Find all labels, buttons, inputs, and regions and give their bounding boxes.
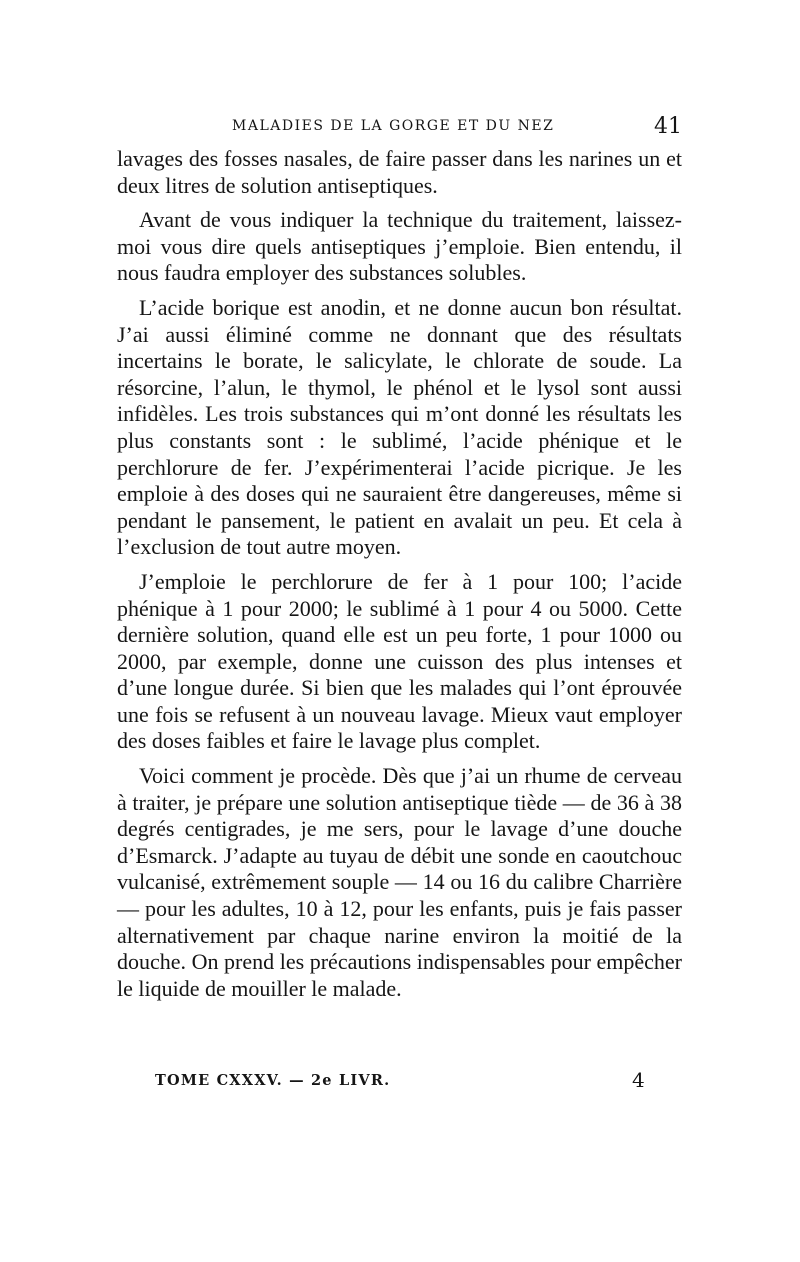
book-page xyxy=(117,0,682,1262)
running-head xyxy=(117,114,682,144)
signature-mark: TOME CXXXV. — 2e LIVR. xyxy=(155,1072,391,1089)
body-text xyxy=(117,146,682,1002)
paragraph-doses: J’emploie le perchlorure de fer à 1 pour 100; l’acide phénique à 1 pour 2000; le sublimé à 1 pour 4 ou 5000. Cette dernière solution, quand elle est un peu forte, 1 pour 1000 ou 2000, par exemple, donne une cuisson des plus intenses et d’une longue durée. Si bien que les malades qui l’ont éprouvée une fois se refusent à un nouveau lavage. Mieux vaut employer des doses faibles et faire le lavage plus complet. xyxy=(117,568,682,754)
paragraph-continuation: lavages des fosses nasales, de faire passer dans les narines un et deux litres de solution antiseptiques. xyxy=(117,146,682,198)
sheet-number: 4 xyxy=(632,1068,645,1092)
page-footer xyxy=(117,1066,682,1096)
paragraph-acide-borique: L’acide borique est anodin, et ne donne aucun bon résultat. J’ai aussi éliminé comme ne donnant que des résultats incertains le borate, le salicylate, le chlorate de soude. La résorcine, l’alun, le thymol, le phénol et le lysol sont aussi infidèles. Les trois substances qui m’ont donné les résultats les plus constants sont : le sublimé, l’acide phénique et le perchlorure de fer. J’expérimenterai l’acide picrique. Je les emploie à des doses qui ne sauraient être dangereuses, même si pendant le pansement, le patient en avalait un peu. Et cela à l’exclusion de tout autre moyen. xyxy=(117,294,682,560)
page-number: 41 xyxy=(654,114,682,139)
paragraph-antiseptiques-intro: Avant de vous indiquer la technique du traitement, laissez-moi vous dire quels antiseptiques j’emploie. Bien entendu, il nous faudra employer des substances solubles. xyxy=(117,207,682,286)
running-title: MALADIES DE LA GORGE ET DU NEZ xyxy=(232,118,555,134)
paragraph-procedure: Voici comment je procède. Dès que j’ai un rhume de cerveau à traiter, je prépare une solution antiseptique tiède — de 36 à 38 degrés centigrades, je me sers, pour le lavage d’une douche d’Esmarck. J’adapte au tuyau de débit une sonde en caoutchouc vulcanisé, extrêmement souple — 14 ou 16 du calibre Charrière — pour les adultes, 10 à 12, pour les enfants, puis je fais passer alternativement par chaque narine environ la moitié de la douche. On prend les précautions indispensables pour empêcher le liquide de mouiller le malade. xyxy=(117,763,682,1001)
